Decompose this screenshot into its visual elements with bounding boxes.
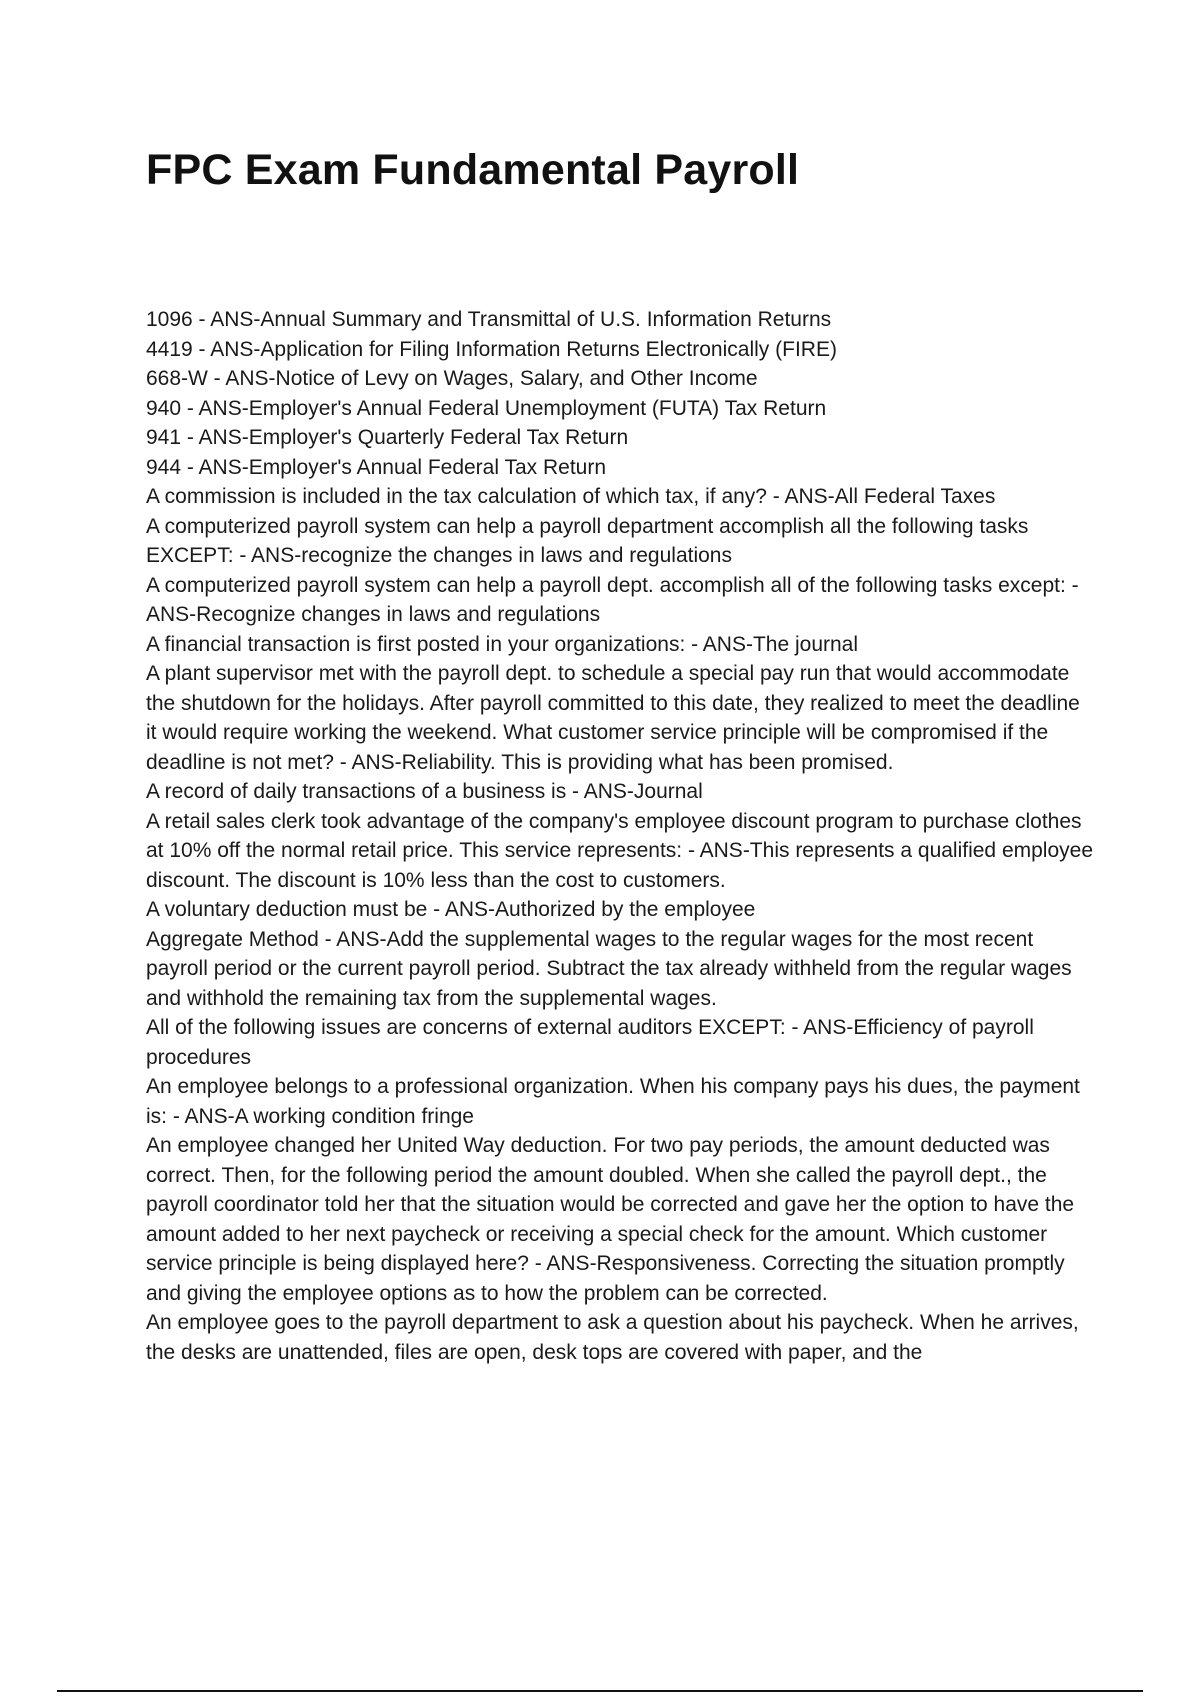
qa-entry: 940 - ANS-Employer's Annual Federal Unemployment (FUTA) Tax Return [146,396,827,420]
qa-entry: 4419 - ANS-Application for Filing Information Returns Electronically (FIRE) [146,337,837,361]
qa-entry: A commission is included in the tax calculation of which tax, if any? - ANS-All Federal Taxes [146,485,996,508]
qa-entry-list [146,305,1096,1367]
qa-entry: A plant supervisor met with the payroll dept. to schedule a special pay run that would accommodate the shutdown for the holidays. After payroll committed to this date, they realized to meet the deadline it would require working the weekend. What customer service principle will be compromised if the deadline is not met? - ANS-Reliability. This is providing what has been promised. [146,662,1080,774]
qa-entry: 944 - ANS-Employer's Annual Federal Tax Return [146,455,607,479]
footer-divider [57,1690,1143,1692]
qa-entry: A computerized payroll system can help a payroll department accomplish all the following tasks EXCEPT: - ANS-recognize the changes in laws and regulations [146,514,1029,567]
qa-entry: All of the following issues are concerns of external auditors EXCEPT: - ANS-Efficiency of payroll procedures [146,1016,1034,1069]
qa-entry: An employee goes to the payroll department to ask a question about his paycheck. When he arrives, the desks are unattended, files are open, desk tops are covered with paper, and the [146,1311,1079,1364]
qa-entry: A retail sales clerk took advantage of the company's employee discount program to purchase clothes at 10% off the normal retail price. This service represents: - ANS-This represents a qualified employee discount. The discount is 10% less than the cost to customers. [146,809,1093,892]
qa-entry: A voluntary deduction must be - ANS-Authorized by the employee [146,898,756,921]
qa-entry: 668-W - ANS-Notice of Levy on Wages, Salary, and Other Income [146,367,758,390]
document-title: FPC Exam Fundamental Payroll [146,146,800,194]
qa-entry: Aggregate Method - ANS-Add the supplemental wages to the regular wages for the most recent payroll period or the current payroll period. Subtract the tax already withheld from the regular wages and withhold the remaining tax from the supplemental wages. [146,927,1072,1010]
qa-entry: 941 - ANS-Employer's Quarterly Federal Tax Return [146,426,629,449]
qa-entry: A financial transaction is first posted in your organizations: - ANS-The journal [146,632,859,656]
qa-entry: An employee changed her United Way deduction. For two pay periods, the amount deducted was correct. Then, for the following period the amount doubled. When she called the payroll dept., the payroll coordinator told her that the situation would be corrected and gave her the option to have the amount added to her next paycheck or receiving a special check for the amount. Which customer service principle is being displayed here? - ANS-Responsiveness. Correcting the situation promptly and giving the employee options as to how the problem can be corrected. [146,1134,1075,1305]
qa-entry: A record of daily transactions of a business is - ANS-Journal [146,780,703,803]
qa-entry: An employee belongs to a professional organization. When his company pays his dues, the payment is: - ANS-A working condition fringe [146,1075,1080,1128]
qa-entry: A computerized payroll system can help a payroll dept. accomplish all of the following tasks except: - ANS-Recognize changes in laws and regulations [146,573,1079,626]
qa-entry: 1096 - ANS-Annual Summary and Transmittal of U.S. Information Returns [146,308,832,331]
